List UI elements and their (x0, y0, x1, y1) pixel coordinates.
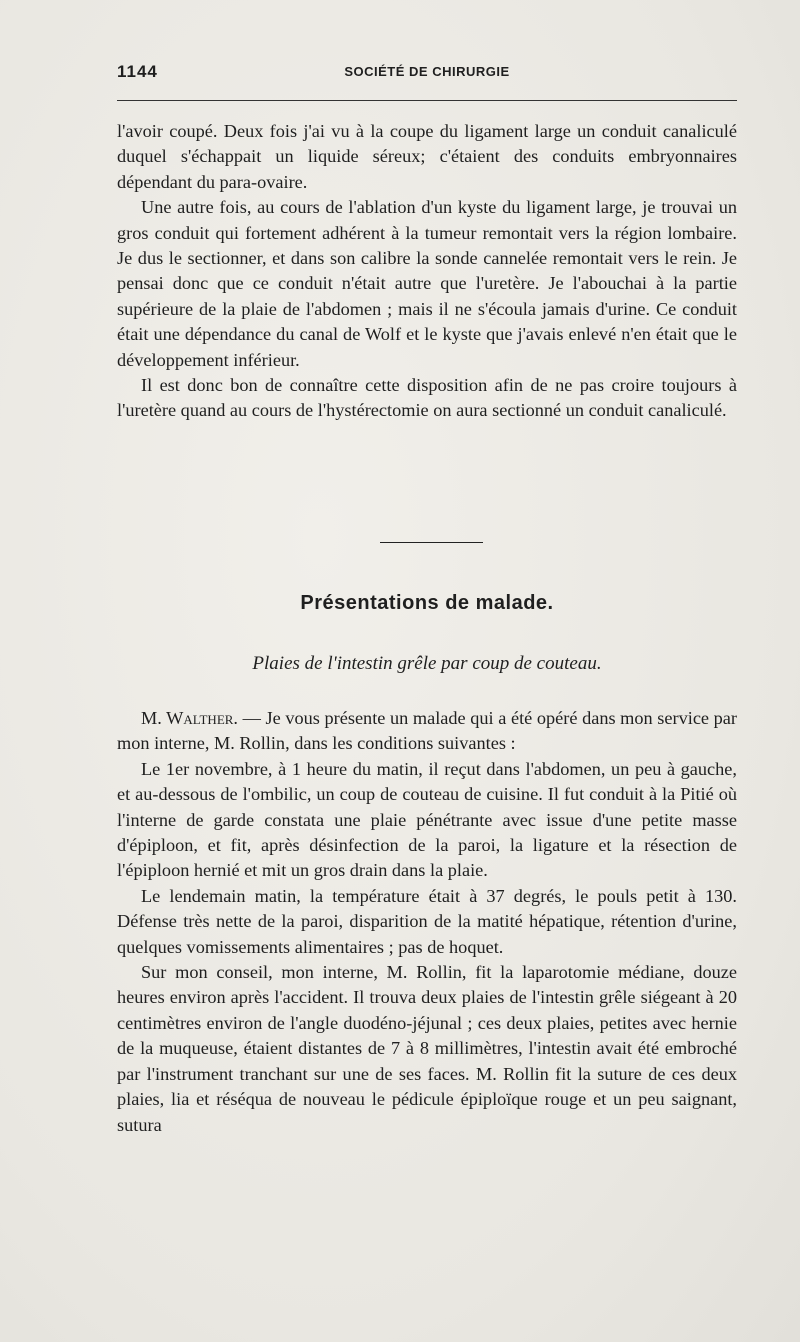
page-number: 1144 (117, 62, 158, 81)
paragraph: Une autre fois, au cours de l'ablation d'un kyste du ligament large, je trouvai un gros conduit qui fortement adhérent à la tumeur remontait vers la région lombaire. Je dus le sectionner, et dans son calibre la sonde cannelée remontait vers le rein. Je pensai donc que ce conduit n'était autre que l'uretère. Je l'abouchai à la partie supérieure de la plaie de l'abdomen ; mais il ne s'écoula jamais d'urine. Ce conduit était une dépendance du canal de Wolf et le kyste que j'avais enlevé n'en était que le développement inférieur. (117, 197, 737, 370)
paragraph: l'avoir coupé. Deux fois j'ai vu à la coupe du ligament large un conduit canaliculé duquel s'échappait un liquide séreux; c'étaient des conduits embryonnaires dépendant du para-ovaire. (117, 121, 737, 192)
speaker-paragraph (117, 706, 737, 757)
paragraph: Le 1er novembre, à 1 heure du matin, il reçut dans l'abdomen, un peu à gauche, et au-dessous de l'ombilic, un coup de couteau de cuisine. Il fut conduit à la Pitié où l'interne de garde constata une plaie pénétrante avec issue d'une petite masse d'épiploon, et fit, après désinfection de la paroi, la ligature et la résection de l'épiploon hernié et mit un gros drain dans la plaie. (117, 758, 737, 881)
speaker-name: M. Walther. (141, 708, 239, 728)
section-title: Présentations de malade. (300, 592, 554, 614)
page-header (117, 62, 737, 86)
body-text-top (117, 119, 737, 424)
paragraph: Il est donc bon de connaître cette disposition afin de ne pas croire toujours à l'uretère quand au cours de l'hystérectomie on aura sectionné un conduit canaliculé. (117, 375, 737, 421)
header-rule (117, 100, 737, 101)
speaker-text: — Je vous présente un malade qui a été opéré dans mon service par mon interne, M. Rollin, dans les conditions suivantes : (117, 708, 737, 754)
running-head: SOCIÉTÉ DE CHIRURGIE (344, 64, 510, 79)
case-title: Plaies de l'intestin grêle par coup de couteau. (252, 653, 602, 674)
paragraph: Le lendemain matin, la température était à 37 degrés, le pouls petit à 130. Défense très nette de la paroi, disparition de la matité hépatique, rétention d'urine, quelques vomissements alimentaires ; pas de hoquet. (117, 885, 737, 957)
paragraph: Sur mon conseil, mon interne, M. Rollin, fit la laparotomie médiane, douze heures environ après l'accident. Il trouva deux plaies de l'intestin grêle siégeant à 20 centimètres environ de l'angle duodéno-jéjunal ; ces deux plaies, petites avec hernie de la muqueuse, étaient distantes de 7 à 8 millimètres, l'intestin avait été embroché par l'instrument tranchant sur une de ses faces. M. Rollin fit la suture de ces deux plaies, lia et réséqua de nouveau le pédicule épiploïque rouge et un peu saignant, sutura (117, 962, 737, 1135)
body-text-bottom (117, 706, 737, 1138)
section-separator (380, 542, 483, 543)
